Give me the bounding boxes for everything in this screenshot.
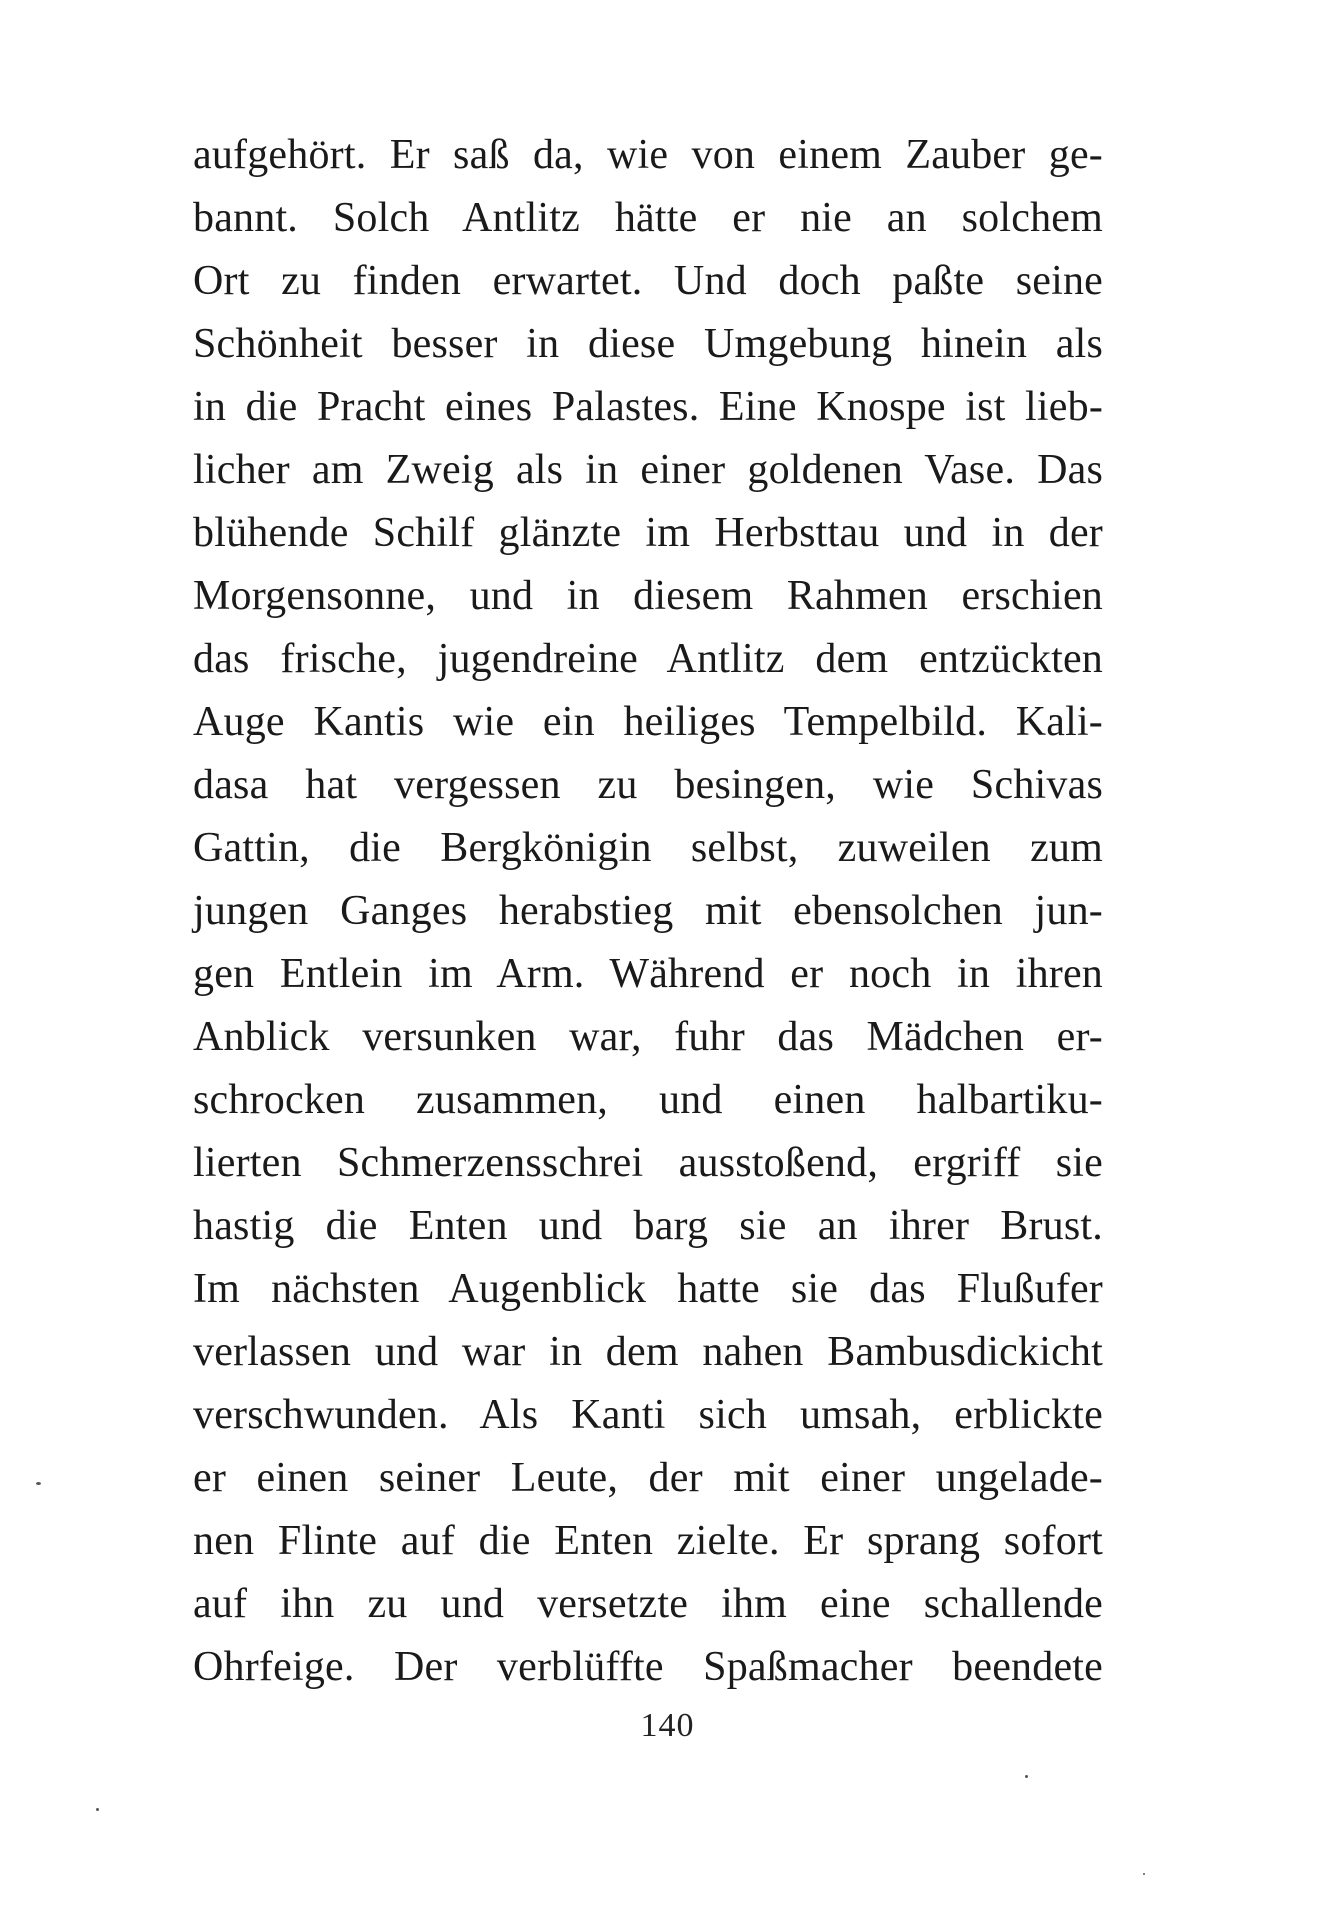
- scan-speck: [36, 1482, 41, 1485]
- text-line: schrocken zusammen, und einen halbartiku-: [193, 1077, 1103, 1123]
- text-line: gen Entlein im Arm. Während er noch in ihren: [193, 951, 1103, 997]
- text-line: Ort zu finden erwartet. Und doch paßte seine: [193, 258, 1103, 304]
- text-line: aufgehört. Er saß da, wie von einem Zauber ge-: [193, 132, 1103, 178]
- text-line: licher am Zweig als in einer goldenen Vase. Das: [193, 447, 1103, 493]
- scan-speck: [96, 1808, 99, 1811]
- text-line: verschwunden. Als Kanti sich umsah, erblickte: [193, 1392, 1103, 1438]
- scan-speck: [1025, 1775, 1028, 1778]
- text-line: Morgensonne, und in diesem Rahmen erschien: [193, 573, 1103, 619]
- text-line: jungen Ganges herabstieg mit ebensolchen jun-: [193, 888, 1103, 934]
- text-line: nen Flinte auf die Enten zielte. Er sprang sofort: [193, 1518, 1103, 1564]
- text-line: das frische, jugendreine Antlitz dem entzückten: [193, 636, 1103, 682]
- text-line: Schönheit besser in diese Umgebung hinein als: [193, 321, 1103, 367]
- text-line: verlassen und war in dem nahen Bambusdickicht: [193, 1329, 1103, 1375]
- text-line: lierten Schmerzensschrei ausstoßend, ergriff sie: [193, 1140, 1103, 1186]
- text-line: Ohrfeige. Der verblüffte Spaßmacher beendete: [193, 1644, 1103, 1690]
- scan-speck: [1143, 1873, 1145, 1875]
- text-line: Im nächsten Augenblick hatte sie das Flußufer: [193, 1266, 1103, 1312]
- text-line: hastig die Enten und barg sie an ihrer Brust.: [193, 1203, 1103, 1249]
- body-text: [193, 124, 1103, 1699]
- text-line: blühende Schilf glänzte im Herbsttau und in der: [193, 510, 1103, 556]
- text-line: er einen seiner Leute, der mit einer ungelade-: [193, 1455, 1103, 1501]
- text-line: Gattin, die Bergkönigin selbst, zuweilen zum: [193, 825, 1103, 871]
- text-line: auf ihn zu und versetzte ihm eine schallende: [193, 1581, 1103, 1627]
- text-line: dasa hat vergessen zu besingen, wie Schivas: [193, 762, 1103, 808]
- text-line: bannt. Solch Antlitz hätte er nie an solchem: [193, 195, 1103, 241]
- text-line: Anblick versunken war, fuhr das Mädchen er-: [193, 1014, 1103, 1060]
- text-line: Auge Kantis wie ein heiliges Tempelbild. Kali-: [193, 699, 1103, 745]
- page-number: 140: [640, 1707, 695, 1744]
- text-line: in die Pracht eines Palastes. Eine Knospe ist lieb-: [193, 384, 1103, 430]
